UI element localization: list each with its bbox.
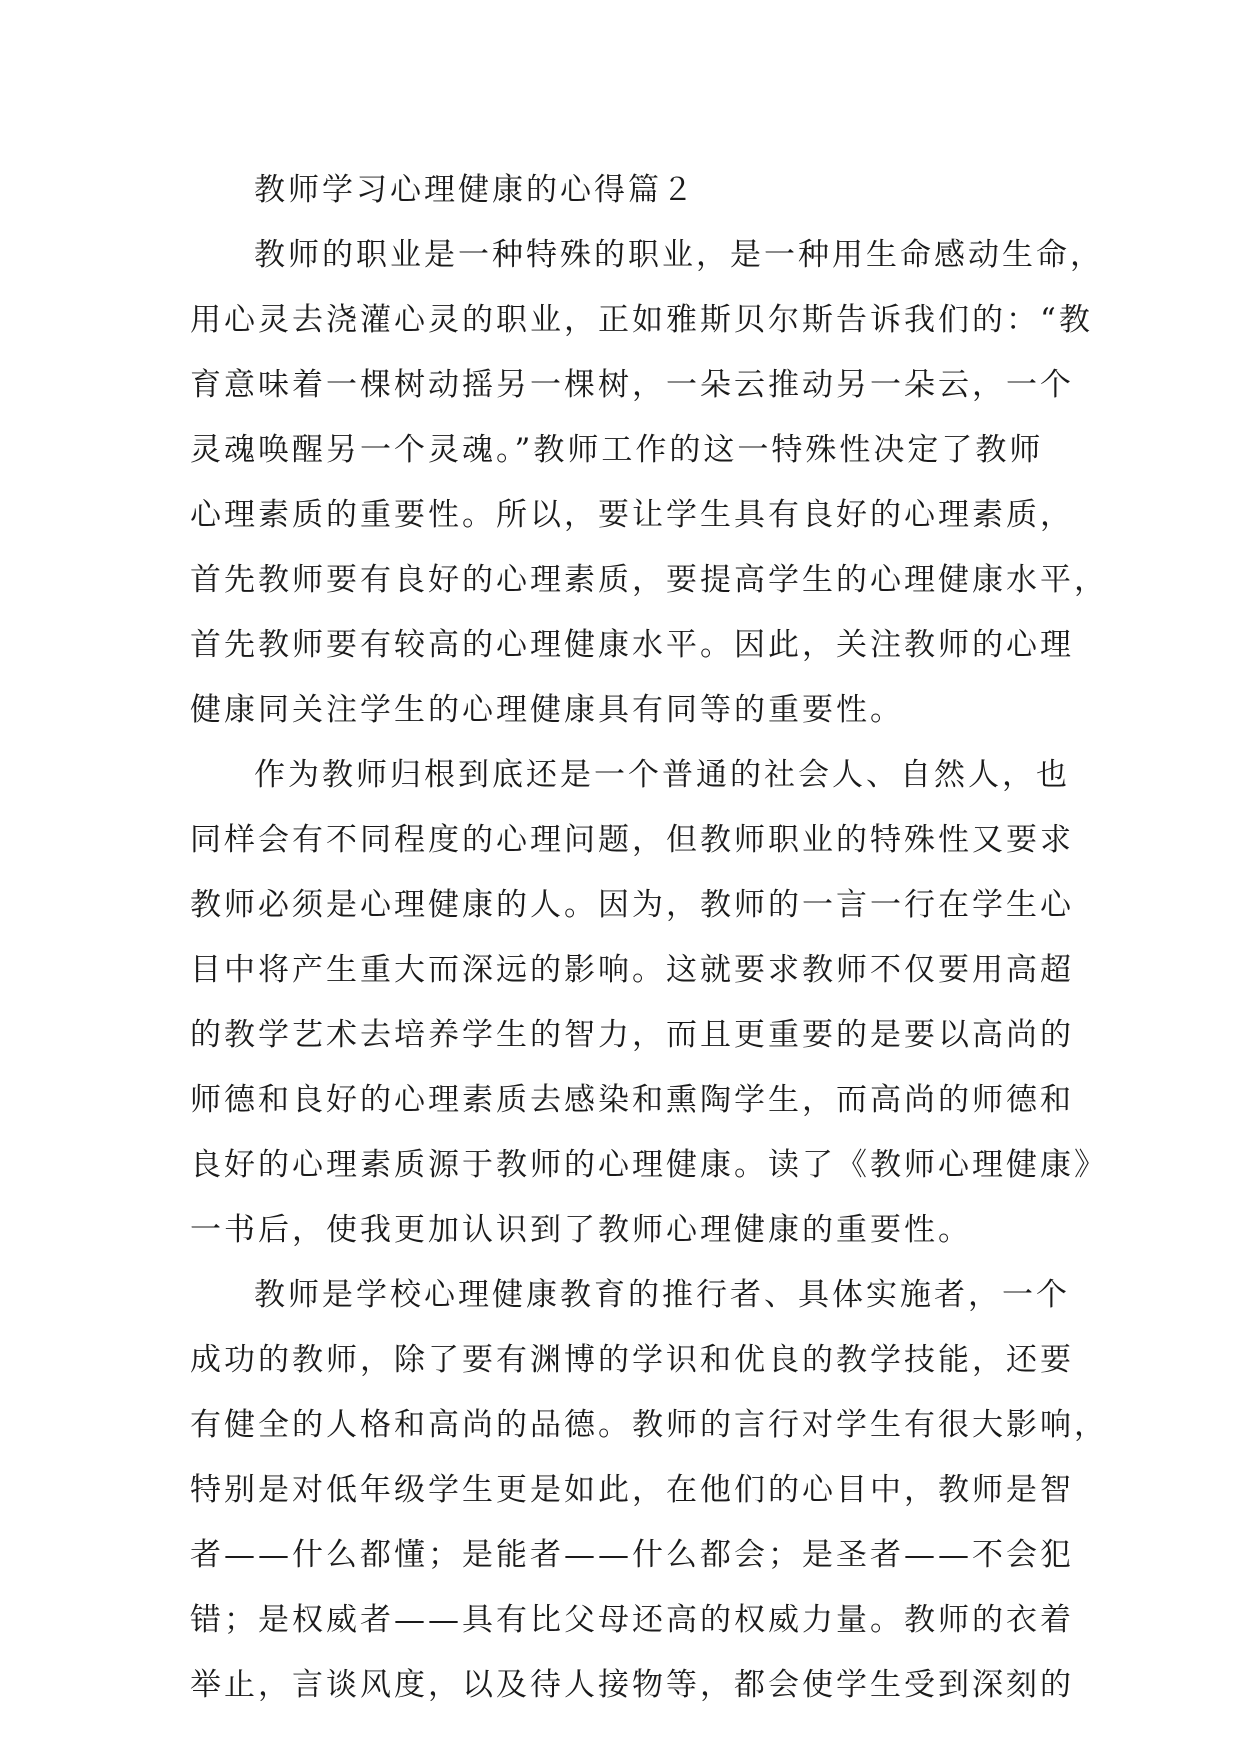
document-body	[190, 158, 1108, 1718]
paragraph-line: 成功的教师，除了要有渊博的学识和优良的教学技能，还要	[190, 1342, 1074, 1378]
paragraph-1	[190, 223, 1108, 743]
paragraph-line: 首先教师要有较高的心理健康水平。因此，关注教师的心理	[190, 627, 1074, 663]
paragraph-line: 教师的职业是一种特殊的职业，是一种用生命感动生命，	[254, 237, 1104, 273]
paragraph-line: 有健全的人格和高尚的品德。教师的言行对学生有很大影响，	[190, 1407, 1108, 1443]
paragraph-line: 用心灵去浇灌心灵的职业，正如雅斯贝尔斯告诉我们的：“教	[190, 302, 1093, 338]
paragraph-line: 特别是对低年级学生更是如此，在他们的心目中，教师是智	[190, 1472, 1074, 1508]
paragraph-line: 者——什么都懂；是能者——什么都会；是圣者——不会犯	[190, 1537, 1074, 1573]
paragraph-line: 教师必须是心理健康的人。因为，教师的一言一行在学生心	[190, 887, 1074, 923]
paragraph-line: 错；是权威者——具有比父母还高的权威力量。教师的衣着	[190, 1602, 1074, 1638]
paragraph-line: 目中将产生重大而深远的影响。这就要求教师不仅要用高超	[190, 952, 1074, 988]
paragraph-line: 的教学艺术去培养学生的智力，而且更重要的是要以高尚的	[190, 1017, 1074, 1053]
paragraph-line: 健康同关注学生的心理健康具有同等的重要性。	[190, 692, 904, 728]
paragraph-line: 心理素质的重要性。所以，要让学生具有良好的心理素质，	[190, 497, 1074, 533]
paragraph-line: 育意味着一棵树动摇另一棵树，一朵云推动另一朵云，一个	[190, 367, 1074, 403]
paragraph-line: 教师是学校心理健康教育的推行者、具体实施者，一个	[254, 1277, 1070, 1313]
paragraph-line: 一书后，使我更加认识到了教师心理健康的重要性。	[190, 1212, 972, 1248]
paragraph-line: 灵魂唤醒另一个灵魂。”教师工作的这一特殊性决定了教师	[190, 432, 1044, 468]
paragraph-line: 作为教师归根到底还是一个普通的社会人、自然人，也	[254, 757, 1070, 793]
paragraph-line: 良好的心理素质源于教师的心理健康。读了《教师心理健康》	[190, 1147, 1108, 1183]
paragraph-line: 同样会有不同程度的心理问题，但教师职业的特殊性又要求	[190, 822, 1074, 858]
paragraph-line: 师德和良好的心理素质去感染和熏陶学生，而高尚的师德和	[190, 1082, 1074, 1118]
paragraph-3	[190, 1263, 1108, 1718]
paragraph-2	[190, 743, 1108, 1263]
document-title: 教师学习心理健康的心得篇２	[254, 172, 696, 208]
paragraph-line: 首先教师要有良好的心理素质，要提高学生的心理健康水平，	[190, 562, 1108, 598]
paragraph-line: 举止，言谈风度，以及待人接物等，都会使学生受到深刻的	[190, 1667, 1074, 1703]
